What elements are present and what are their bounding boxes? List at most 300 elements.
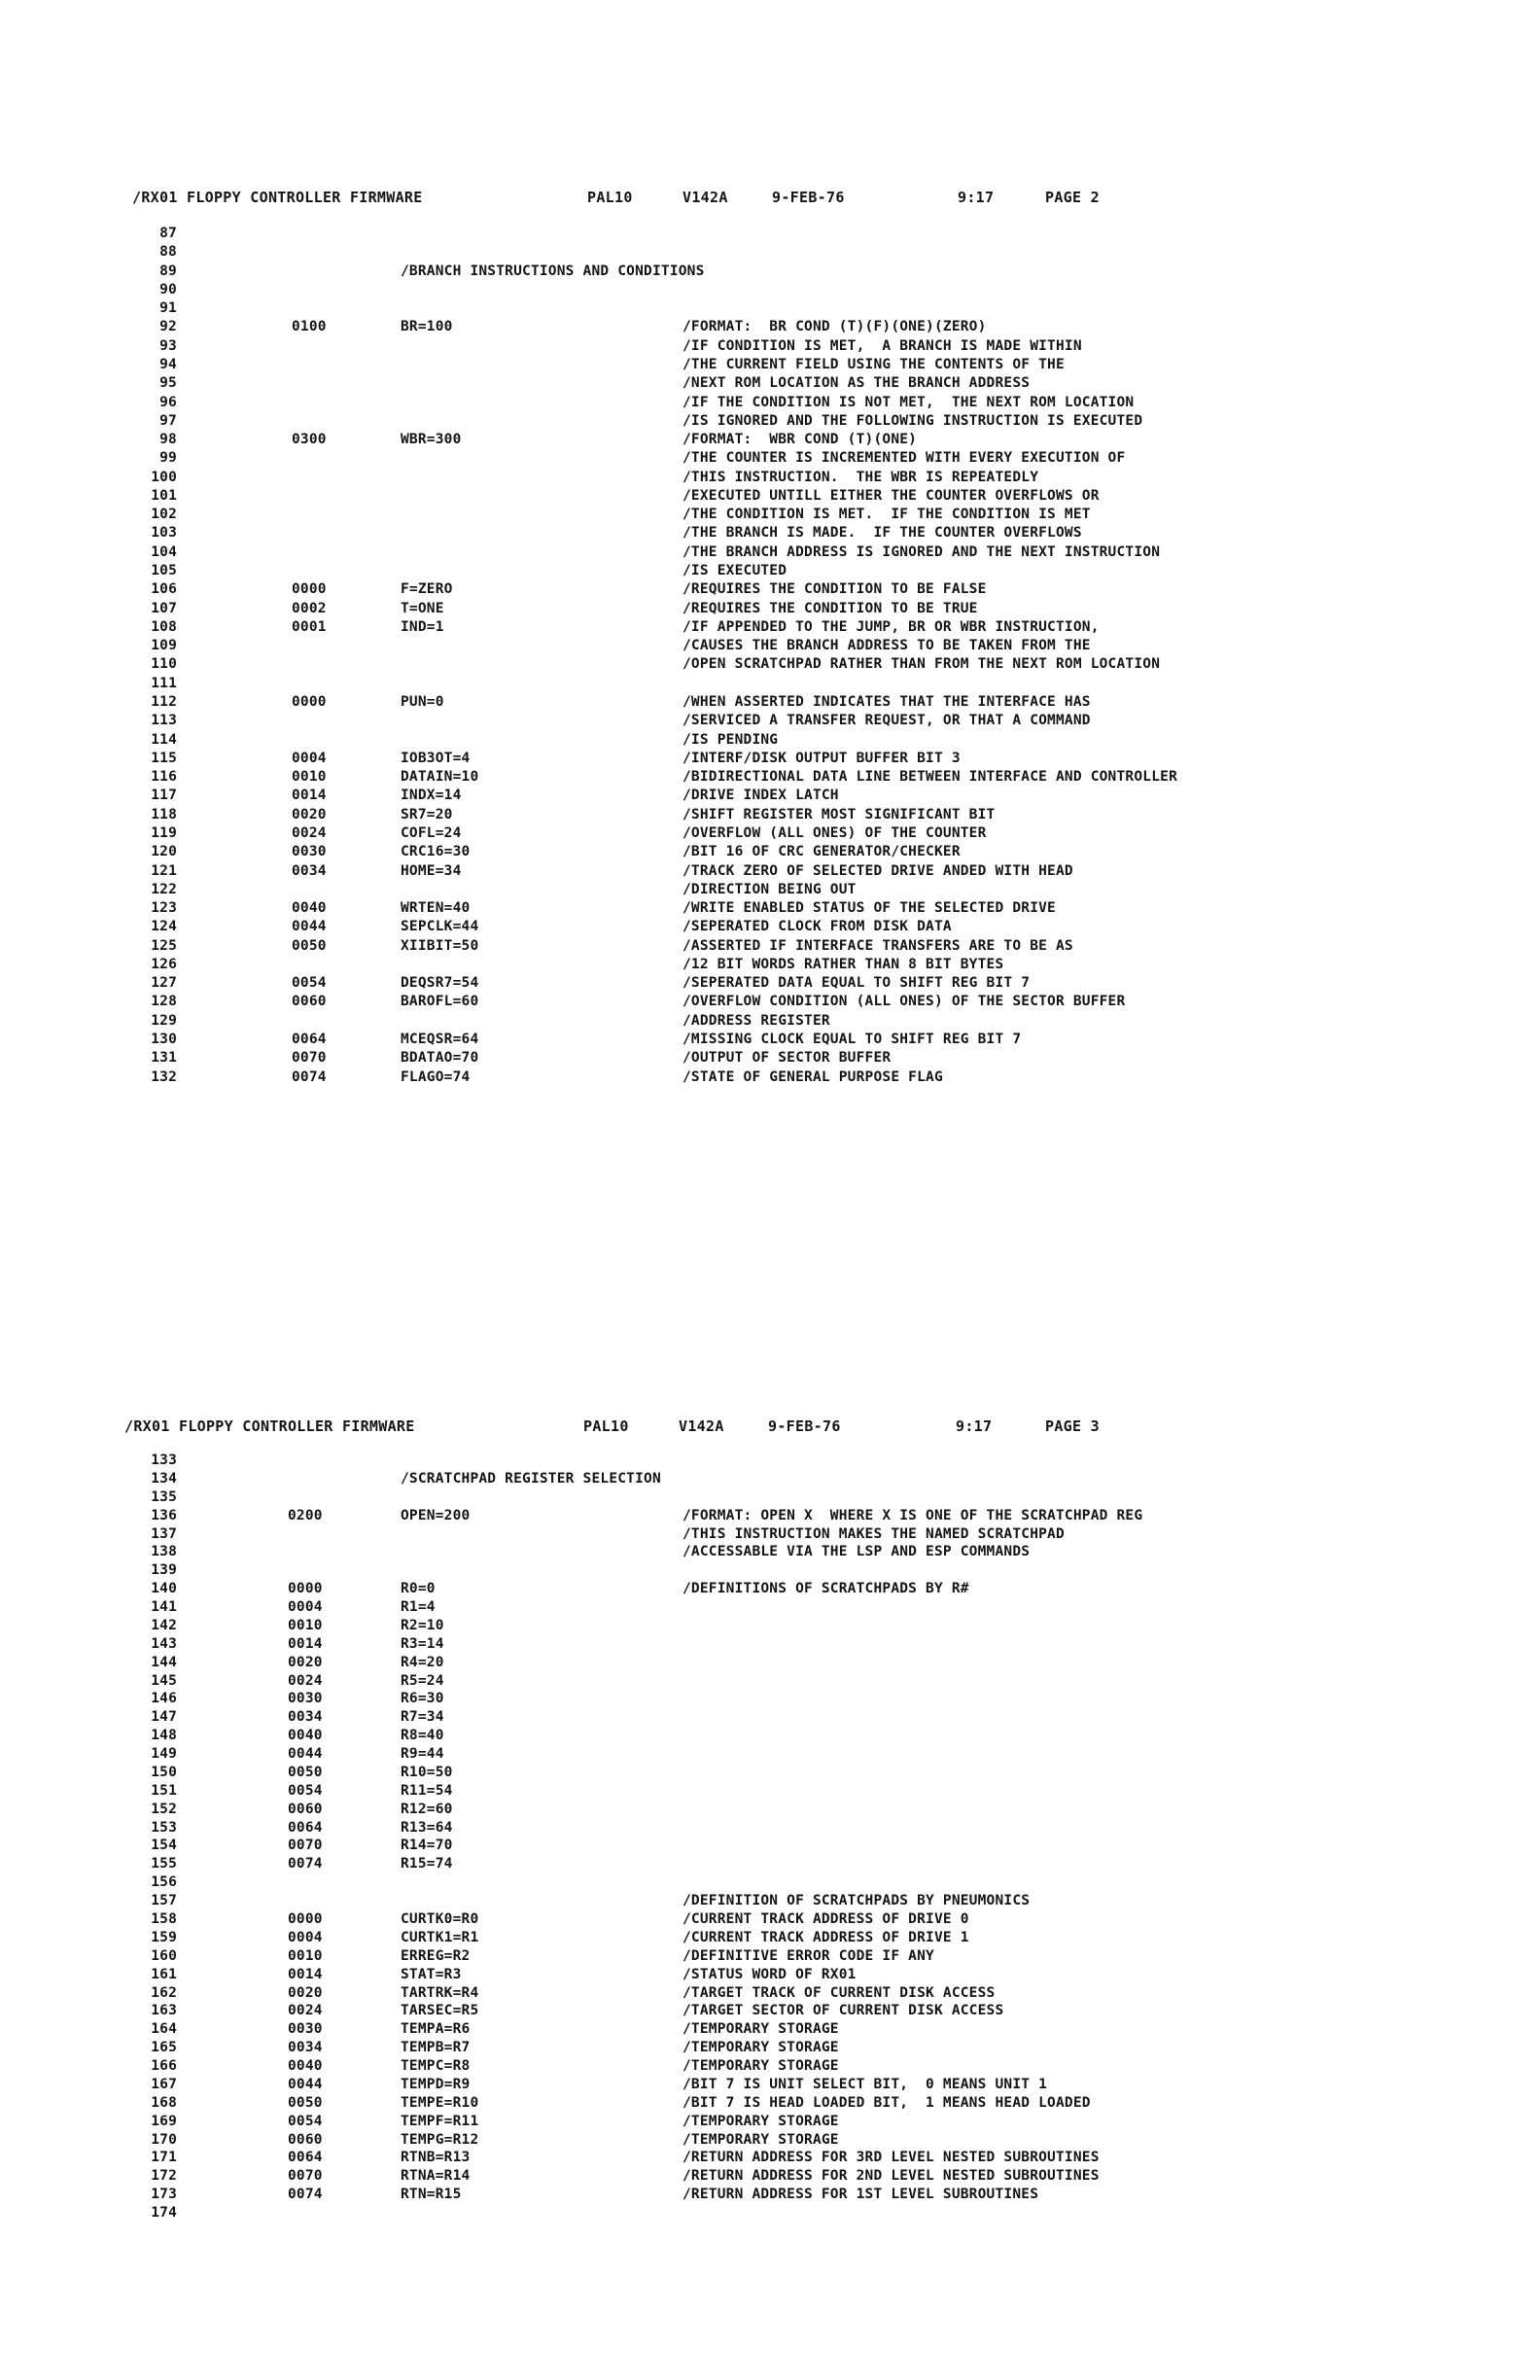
listing-line: [0, 450, 1540, 469]
line-number: 152: [151, 1801, 177, 1817]
line-comment: /EXECUTED UNTILL EITHER THE COUNTER OVERFLOWS OR: [682, 487, 1100, 504]
line-comment: /IF THE CONDITION IS NOT MET, THE NEXT ROM LOCATION: [682, 394, 1135, 410]
symbol-definition: COFL=24: [401, 824, 462, 841]
line-number: 139: [151, 1562, 177, 1579]
line-number: 109: [151, 638, 177, 654]
line-comment: /TEMPORARY STORAGE: [682, 2131, 839, 2148]
line-number: 107: [151, 600, 177, 616]
listing-line: [0, 807, 1540, 825]
line-comment: /IF CONDITION IS MET, A BRANCH IS MADE WITHIN: [682, 337, 1082, 354]
octal-address: 0050: [288, 1764, 323, 1780]
listing-line: [0, 656, 1540, 675]
symbol-definition: R14=70: [401, 1838, 453, 1854]
line-comment: /THIS INSTRUCTION MAKES THE NAMED SCRATCHPAD: [682, 1525, 1065, 1542]
octal-address: 0044: [288, 1746, 323, 1763]
line-number: 151: [151, 1782, 177, 1799]
listing-line: [0, 470, 1540, 488]
header-time: 9:17: [956, 1418, 993, 1435]
header-date: 9-FEB-76: [772, 189, 845, 206]
symbol-definition: /SCRATCHPAD REGISTER SELECTION: [401, 1470, 661, 1487]
octal-address: 0050: [292, 937, 327, 954]
octal-address: 0040: [288, 2058, 323, 2075]
symbol-definition: INDX=14: [401, 788, 462, 804]
symbol-definition: WRTEN=40: [401, 900, 471, 917]
octal-address: 0000: [288, 1581, 323, 1597]
line-number: 141: [151, 1599, 177, 1616]
octal-address: 0070: [288, 2168, 323, 2185]
listing-line: [0, 226, 1540, 244]
listing-line: [0, 2077, 1540, 2095]
octal-address: 0064: [292, 1032, 327, 1048]
line-comment: /FORMAT: BR COND (T)(F)(ONE)(ZERO): [682, 319, 987, 335]
listing-line: [0, 957, 1540, 975]
line-number: 135: [151, 1488, 177, 1505]
line-comment: /THE CONDITION IS MET. IF THE CONDITION IS MET: [682, 507, 1091, 523]
line-comment: /NEXT ROM LOCATION AS THE BRANCH ADDRESS: [682, 375, 1031, 392]
line-number: 90: [159, 281, 177, 298]
line-comment: /ASSERTED IF INTERFACE TRANSFERS ARE TO BE AS: [682, 937, 1073, 954]
listing-line: [0, 1471, 1540, 1489]
line-number: 102: [151, 507, 177, 523]
line-number: 143: [151, 1635, 177, 1652]
line-comment: /TEMPORARY STORAGE: [682, 2113, 839, 2129]
symbol-definition: CURTK1=R1: [401, 1929, 479, 1945]
line-number: 100: [151, 469, 177, 485]
listing-line: [0, 1820, 1540, 1838]
line-comment: /ADDRESS REGISTER: [682, 1012, 830, 1029]
line-comment: /THE COUNTER IS INCREMENTED WITH EVERY EXECUTION OF: [682, 450, 1126, 467]
symbol-definition: BAROFL=60: [401, 994, 479, 1010]
line-number: 89: [159, 262, 177, 279]
octal-address: 0002: [292, 600, 327, 616]
listing-line: [0, 1967, 1540, 1985]
line-number: 159: [151, 1929, 177, 1945]
listing-line: [0, 2114, 1540, 2132]
octal-address: 0000: [292, 694, 327, 710]
octal-address: 0020: [288, 1654, 323, 1670]
line-comment: /WRITE ENABLED STATUS OF THE SELECTED DRIVE: [682, 900, 1056, 917]
listing-line: [0, 1746, 1540, 1765]
listing-line: [0, 900, 1540, 919]
listing-line: [0, 2021, 1540, 2040]
line-comment: /IS PENDING: [682, 731, 779, 748]
listing-line: [0, 1655, 1540, 1673]
line-comment: /DEFINITION OF SCRATCHPADS BY PNEUMONICS: [682, 1893, 1031, 1909]
line-number: 137: [151, 1525, 177, 1542]
listing-line: [0, 975, 1540, 994]
line-number: 93: [159, 337, 177, 354]
listing-line: [0, 1452, 1540, 1471]
symbol-definition: R11=54: [401, 1782, 453, 1799]
line-number: 124: [151, 919, 177, 935]
listing-line: [0, 2187, 1540, 2205]
line-number: 119: [151, 824, 177, 841]
line-number: 156: [151, 1874, 177, 1891]
line-number: 154: [151, 1838, 177, 1854]
listing-line: [0, 1838, 1540, 1856]
line-comment: /BIT 7 IS HEAD LOADED BIT, 1 MEANS HEAD LOADED: [682, 2094, 1091, 2111]
symbol-definition: TEMPC=R8: [401, 2058, 471, 2075]
octal-address: 0030: [292, 844, 327, 860]
symbol-definition: TARTRK=R4: [401, 1984, 479, 2001]
octal-address: 0054: [288, 1782, 323, 1799]
listing-line: [0, 2058, 1540, 2077]
line-comment: /BIT 7 IS UNIT SELECT BIT, 0 MEANS UNIT 1: [682, 2076, 1048, 2092]
octal-address: 0030: [288, 1691, 323, 1707]
listing-line: [0, 825, 1540, 844]
listing-line: [0, 525, 1540, 543]
octal-address: 0064: [288, 2150, 323, 2166]
octal-address: 0014: [288, 1635, 323, 1652]
symbol-definition: TEMPG=R12: [401, 2131, 479, 2148]
line-comment: /TARGET SECTOR OF CURRENT DISK ACCESS: [682, 2003, 1004, 2019]
symbol-definition: SR7=20: [401, 806, 453, 822]
symbol-definition: MCEQSR=64: [401, 1032, 479, 1048]
octal-address: 0001: [292, 618, 327, 635]
line-number: 94: [159, 356, 177, 372]
page-header: [0, 1418, 1540, 1437]
listing-line: [0, 1691, 1540, 1709]
line-number: 163: [151, 2003, 177, 2019]
listing-line: [0, 2003, 1540, 2021]
listing-line: [0, 1013, 1540, 1032]
listing-line: [0, 282, 1540, 300]
symbol-definition: DEQSR7=54: [401, 975, 479, 992]
listing-line: [0, 2205, 1540, 2223]
line-number: 118: [151, 806, 177, 822]
symbol-definition: TEMPB=R7: [401, 2040, 471, 2056]
listing-line: [0, 563, 1540, 581]
listing-line: [0, 300, 1540, 319]
listing-line: [0, 1032, 1540, 1050]
line-comment: /WHEN ASSERTED INDICATES THAT THE INTERFACE HAS: [682, 694, 1091, 710]
line-comment: /DRIVE INDEX LATCH: [682, 788, 839, 804]
header-version: V142A: [682, 189, 728, 206]
octal-address: 0074: [292, 1068, 327, 1085]
listing-line: [0, 1562, 1540, 1581]
line-number: 123: [151, 900, 177, 917]
line-number: 147: [151, 1709, 177, 1726]
symbol-definition: R6=30: [401, 1691, 444, 1707]
listing-line: [0, 638, 1540, 656]
line-number: 150: [151, 1764, 177, 1780]
line-number: 105: [151, 563, 177, 579]
line-comment: /DIRECTION BEING OUT: [682, 881, 857, 897]
line-number: 129: [151, 1012, 177, 1029]
listing-line: [0, 395, 1540, 413]
line-comment: /DEFINITIVE ERROR CODE IF ANY: [682, 1947, 934, 1964]
header-page-number: PAGE 2: [1045, 189, 1100, 206]
line-comment: /FORMAT: WBR COND (T)(ONE): [682, 432, 918, 448]
line-number: 99: [159, 450, 177, 467]
symbol-definition: TARSEC=R5: [401, 2003, 479, 2019]
line-number: 95: [159, 375, 177, 392]
header-assembler: PAL10: [583, 1418, 629, 1435]
listing-line: [0, 544, 1540, 563]
symbol-definition: PUN=0: [401, 694, 444, 710]
listing-line: [0, 788, 1540, 806]
symbol-definition: R3=14: [401, 1635, 444, 1652]
line-comment: /THE BRANCH ADDRESS IS IGNORED AND THE NEXT INSTRUCTION: [682, 543, 1161, 560]
listing-line: [0, 1765, 1540, 1783]
symbol-definition: TEMPD=R9: [401, 2076, 471, 2092]
line-comment: /THIS INSTRUCTION. THE WBR IS REPEATEDLY: [682, 469, 1039, 485]
line-comment: /OUTPUT OF SECTOR BUFFER: [682, 1050, 892, 1067]
octal-address: 0200: [288, 1507, 323, 1523]
line-comment: /REQUIRES THE CONDITION TO BE FALSE: [682, 581, 987, 598]
octal-address: 0060: [288, 2131, 323, 2148]
listing-line: [0, 619, 1540, 638]
line-number: 116: [151, 769, 177, 786]
line-number: 148: [151, 1728, 177, 1744]
listing-line: [0, 1783, 1540, 1802]
header-page-number: PAGE 3: [1045, 1418, 1100, 1435]
listing-line: [0, 938, 1540, 957]
octal-address: 0054: [288, 2113, 323, 2129]
line-comment: /DEFINITIONS OF SCRATCHPADS BY R#: [682, 1581, 969, 1597]
listing-line: [0, 1856, 1540, 1874]
symbol-definition: R2=10: [401, 1617, 444, 1633]
symbol-definition: R9=44: [401, 1746, 444, 1763]
line-comment: /ACCESSABLE VIA THE LSP AND ESP COMMANDS: [682, 1544, 1031, 1560]
listing-line: [0, 1618, 1540, 1636]
line-comment: /INTERF/DISK OUTPUT BUFFER BIT 3: [682, 750, 961, 766]
line-number: 130: [151, 1032, 177, 1048]
line-number: 108: [151, 618, 177, 635]
listing-line: [0, 769, 1540, 788]
line-number: 91: [159, 300, 177, 317]
listing-line: [0, 488, 1540, 507]
line-comment: /STATE OF GENERAL PURPOSE FLAG: [682, 1068, 943, 1085]
line-number: 149: [151, 1746, 177, 1763]
line-number: 115: [151, 750, 177, 766]
octal-address: 0024: [292, 824, 327, 841]
line-comment: /12 BIT WORDS RATHER THAN 8 BIT BYTES: [682, 956, 1004, 972]
symbol-definition: HOME=34: [401, 862, 462, 879]
octal-address: 0060: [292, 994, 327, 1010]
line-number: 117: [151, 788, 177, 804]
listing-line: [0, 1069, 1540, 1088]
symbol-definition: R4=20: [401, 1654, 444, 1670]
line-number: 158: [151, 1911, 177, 1927]
octal-address: 0030: [288, 2021, 323, 2038]
line-comment: /TRACK ZERO OF SELECTED DRIVE ANDED WITH HEAD: [682, 862, 1073, 879]
octal-address: 0054: [292, 975, 327, 992]
symbol-definition: T=ONE: [401, 600, 444, 616]
listing-line: [0, 507, 1540, 525]
symbol-definition: CURTK0=R0: [401, 1911, 479, 1927]
symbol-definition: R1=4: [401, 1599, 436, 1616]
octal-address: 0044: [292, 919, 327, 935]
octal-address: 0070: [288, 1838, 323, 1854]
listing-line: [0, 919, 1540, 937]
symbol-definition: BR=100: [401, 319, 453, 335]
octal-address: 0024: [288, 2003, 323, 2019]
line-number: 96: [159, 394, 177, 410]
line-number: 110: [151, 656, 177, 673]
line-comment: /SERVICED A TRANSFER REQUEST, OR THAT A COMMAND: [682, 713, 1091, 729]
symbol-definition: TEMPA=R6: [401, 2021, 471, 2038]
symbol-definition: CRC16=30: [401, 844, 471, 860]
listing-line: [0, 1581, 1540, 1599]
line-number: 112: [151, 694, 177, 710]
octal-address: 0040: [288, 1728, 323, 1744]
symbol-definition: TEMPE=R10: [401, 2094, 479, 2111]
symbol-definition: RTNA=R14: [401, 2168, 471, 2185]
listing-line: [0, 1911, 1540, 1930]
header-title: /RX01 FLOPPY CONTROLLER FIRMWARE: [132, 189, 423, 206]
symbol-definition: R8=40: [401, 1728, 444, 1744]
octal-address: 0000: [288, 1911, 323, 1927]
line-number: 160: [151, 1947, 177, 1964]
octal-address: 0004: [288, 1929, 323, 1945]
line-comment: /TEMPORARY STORAGE: [682, 2021, 839, 2038]
page-header: [0, 189, 1540, 208]
symbol-definition: F=ZERO: [401, 581, 453, 598]
octal-address: 0034: [288, 2040, 323, 2056]
symbol-definition: XIIBIT=50: [401, 937, 479, 954]
line-comment: /OPEN SCRATCHPAD RATHER THAN FROM THE NEXT ROM LOCATION: [682, 656, 1161, 673]
listing-line: [0, 319, 1540, 337]
line-number: 134: [151, 1470, 177, 1487]
listing-line: [0, 1526, 1540, 1545]
line-number: 153: [151, 1819, 177, 1836]
listing-line: [0, 863, 1540, 882]
header-date: 9-FEB-76: [768, 1418, 841, 1435]
listing-line: [0, 1802, 1540, 1820]
listing-line: [0, 994, 1540, 1012]
symbol-definition: RTNB=R13: [401, 2150, 471, 2166]
line-number: 101: [151, 487, 177, 504]
octal-address: 0034: [292, 862, 327, 879]
listing-line: [0, 1874, 1540, 1893]
line-number: 145: [151, 1672, 177, 1689]
octal-address: 0010: [292, 769, 327, 786]
line-number: 166: [151, 2058, 177, 2075]
line-comment: /SHIFT REGISTER MOST SIGNIFICANT BIT: [682, 806, 996, 822]
line-comment: /SEPERATED DATA EQUAL TO SHIFT REG BIT 7: [682, 975, 1031, 992]
symbol-definition: STAT=R3: [401, 1966, 462, 1982]
symbol-definition: R0=0: [401, 1581, 436, 1597]
line-comment: /SEPERATED CLOCK FROM DISK DATA: [682, 919, 952, 935]
listing-line: [0, 338, 1540, 357]
symbol-definition: IOB3OT=4: [401, 750, 471, 766]
line-comment: /BIT 16 OF CRC GENERATOR/CHECKER: [682, 844, 961, 860]
line-comment: /THE BRANCH IS MADE. IF THE COUNTER OVERFLOWS: [682, 525, 1082, 542]
symbol-definition: BDATAO=70: [401, 1050, 479, 1067]
listing-line: [0, 357, 1540, 375]
symbol-definition: R7=34: [401, 1709, 444, 1726]
line-comment: /TEMPORARY STORAGE: [682, 2058, 839, 2075]
octal-address: 0000: [292, 581, 327, 598]
line-number: 136: [151, 1507, 177, 1523]
octal-address: 0074: [288, 1856, 323, 1872]
listing-line: [0, 732, 1540, 751]
octal-address: 0070: [292, 1050, 327, 1067]
listing-line: [0, 2095, 1540, 2114]
line-comment: /THE CURRENT FIELD USING THE CONTENTS OF THE: [682, 356, 1065, 372]
octal-address: 0010: [288, 1617, 323, 1633]
line-comment: /IF APPENDED TO THE JUMP, BR OR WBR INSTRUCTION,: [682, 618, 1100, 635]
line-number: 169: [151, 2113, 177, 2129]
line-number: 171: [151, 2150, 177, 2166]
symbol-definition: RTN=R15: [401, 2187, 462, 2203]
listing-line: [0, 413, 1540, 432]
listing-line: [0, 263, 1540, 282]
octal-address: 0100: [292, 319, 327, 335]
line-number: 146: [151, 1691, 177, 1707]
listing-line: [0, 844, 1540, 862]
line-number: 142: [151, 1617, 177, 1633]
listing-line: [0, 694, 1540, 713]
line-number: 97: [159, 412, 177, 429]
listing-line: [0, 432, 1540, 450]
listing-line: [0, 882, 1540, 900]
octal-address: 0050: [288, 2094, 323, 2111]
listing-line: [0, 1893, 1540, 1911]
line-number: 125: [151, 937, 177, 954]
octal-address: 0014: [292, 788, 327, 804]
line-number: 114: [151, 731, 177, 748]
line-number: 165: [151, 2040, 177, 2056]
symbol-definition: TEMPF=R11: [401, 2113, 479, 2129]
line-comment: /RETURN ADDRESS FOR 1ST LEVEL SUBROUTINES: [682, 2187, 1039, 2203]
listing-line: [0, 713, 1540, 731]
symbol-definition: R15=74: [401, 1856, 453, 1872]
line-number: 127: [151, 975, 177, 992]
listing-line: [0, 1050, 1540, 1068]
line-number: 121: [151, 862, 177, 879]
symbol-definition: R12=60: [401, 1801, 453, 1817]
listing-line: [0, 2168, 1540, 2187]
line-number: 88: [159, 244, 177, 261]
listing-line: [0, 375, 1540, 394]
line-number: 138: [151, 1544, 177, 1560]
line-comment: /IS IGNORED AND THE FOLLOWING INSTRUCTION IS EXECUTED: [682, 412, 1143, 429]
line-number: 92: [159, 319, 177, 335]
line-comment: /MISSING CLOCK EQUAL TO SHIFT REG BIT 7: [682, 1032, 1022, 1048]
listing-line: [0, 1673, 1540, 1692]
listing-line: [0, 1508, 1540, 1526]
header-title: /RX01 FLOPPY CONTROLLER FIRMWARE: [124, 1418, 415, 1435]
line-comment: /CURRENT TRACK ADDRESS OF DRIVE 1: [682, 1929, 969, 1945]
line-number: 174: [151, 2205, 177, 2222]
line-number: 106: [151, 581, 177, 598]
octal-address: 0064: [288, 1819, 323, 1836]
listing-line: [0, 1544, 1540, 1562]
line-number: 173: [151, 2187, 177, 2203]
octal-address: 0300: [292, 432, 327, 448]
symbol-definition: R10=50: [401, 1764, 453, 1780]
octal-address: 0074: [288, 2187, 323, 2203]
listing-line: [0, 1948, 1540, 1967]
listing-line: [0, 1636, 1540, 1655]
octal-address: 0014: [288, 1966, 323, 1982]
octal-address: 0034: [288, 1709, 323, 1726]
octal-address: 0044: [288, 2076, 323, 2092]
listing-line: [0, 751, 1540, 769]
line-number: 131: [151, 1050, 177, 1067]
line-number: 170: [151, 2131, 177, 2148]
line-number: 133: [151, 1452, 177, 1468]
octal-address: 0060: [288, 1801, 323, 1817]
line-number: 104: [151, 543, 177, 560]
listing-line: [0, 581, 1540, 600]
line-number: 155: [151, 1856, 177, 1872]
header-assembler: PAL10: [587, 189, 633, 206]
symbol-definition: R13=64: [401, 1819, 453, 1836]
line-number: 113: [151, 713, 177, 729]
